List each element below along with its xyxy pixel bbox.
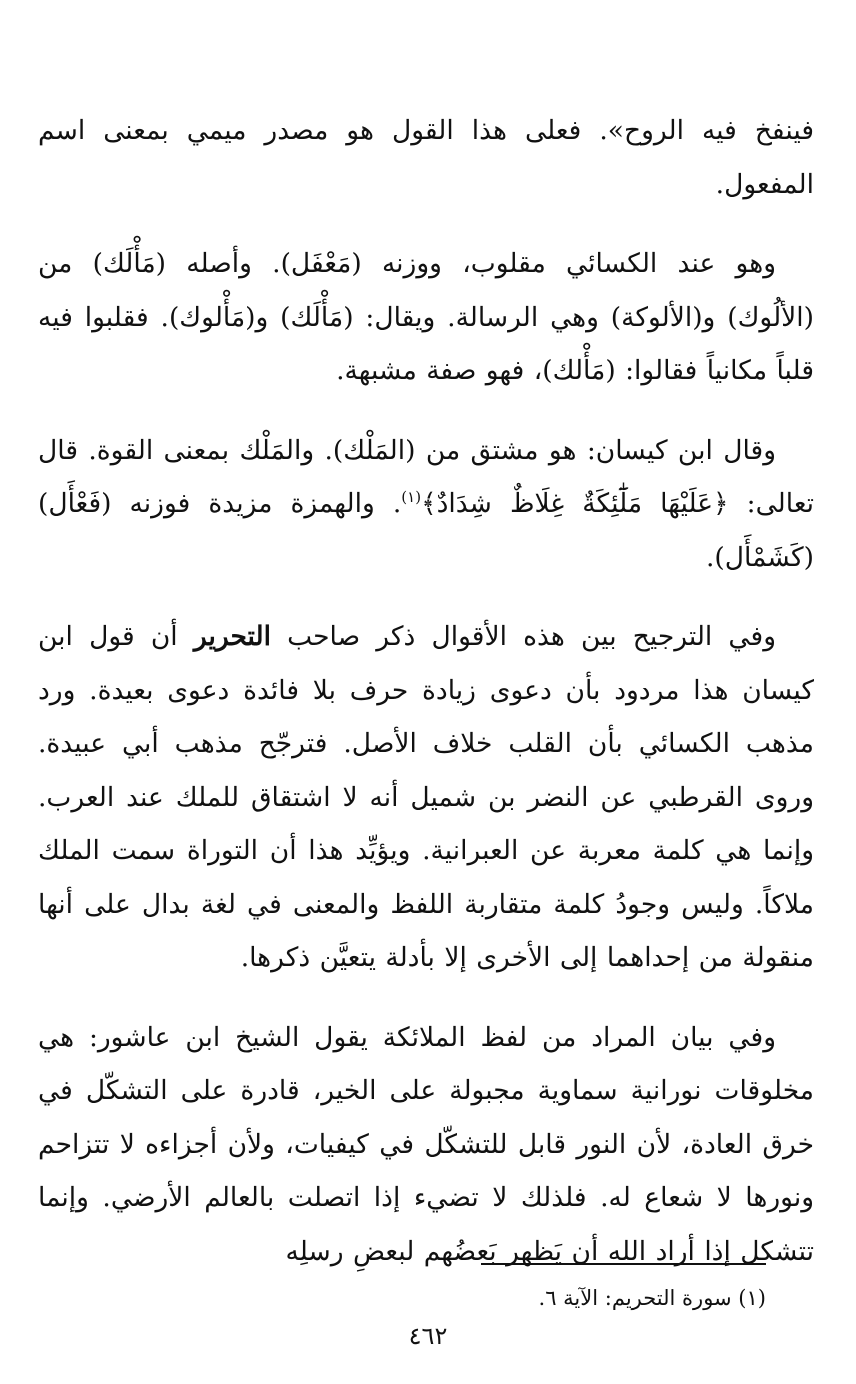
footnote-divider — [481, 1263, 766, 1265]
footnote-reference: (١) — [401, 488, 422, 507]
paragraph-4 — [38, 610, 814, 985]
paragraph-2: وهو عند الكسائي مقلوب، ووزنه (مَعْفَل). وأصله (مَأْلَك) من (الألُوك) و(الألوكة) وهي الرسالة. ويقال: (مَأْلَك) و(مَأْلوك). فقلبوا فيه قلباً مكانياً فقالوا: (مَأْلك)، فهو صفة مشبهة. — [38, 248, 814, 386]
paragraph-3-text-end: . والهمزة مزيدة فوزنه (فَعْأَل) (كَشَمْأَل). — [38, 488, 814, 573]
paragraph-5: وفي بيان المراد من لفظ الملائكة يقول الشيخ ابن عاشور: هي مخلوقات نورانية سماوية مجبولة على الخير، قادرة على التشكّل في خرق العادة، لأن النور قابل للتشكّل في كيفيات، ولأن أجزاءه لا تتزاحم ونورها لا شعاع له. فلذلك لا تضيء إذا اتصلت بالعالم الأرضي. وإنما تتشكل إذا أراد الله أن يَظهر بَعضُهم لبعضِ رسلِه — [38, 1021, 814, 1267]
page-body — [38, 104, 814, 1304]
paragraph-4-text: وفي الترجيح بين هذه الأقوال ذكر صاحب — [271, 621, 776, 652]
paragraph-1: فينفخ فيه الروح». فعلى هذا القول هو مصدر ميمي بمعنى اسم المفعول. — [38, 115, 814, 200]
page-number: ٤٦٢ — [408, 1322, 448, 1350]
book-title: التحرير — [193, 621, 271, 652]
paragraph-4-text-end: أن قول ابن كيسان هذا مردود بأن دعوى زيادة حرف بلا فائدة دعوى بعيدة. ورد مذهب الكسائي بأن القلب خلاف الأصل. فترجّح مذهب أبي عبيدة. وروى القرطبي عن النضر بن شميل أنه لا اشتقاق للملك عند العرب. وإنما هي كلمة معربة عن العبرانية. ويؤيِّد هذا أن التوراة سمت الملك ملاكاً. وليس وجودُ كلمة متقاربة اللفظ والمعنى في لغة بدال على أنها منقولة من إحداهما إلى الأخرى إلا بأدلة يتعيَّن ذكرها. — [38, 621, 814, 973]
paragraph-3-text: وقال ابن كيسان: هو مشتق من (المَلْك). والمَلْك بمعنى القوة. قال تعالى: ﴿عَلَيْهَا مَلَٰٓئِكَةٌ غِلَاظٌ شِدَادٌ﴾ — [38, 434, 814, 519]
footnote: (١) سورة التحريم: الآية ٦. — [538, 1286, 766, 1310]
paragraph-3 — [38, 424, 814, 585]
